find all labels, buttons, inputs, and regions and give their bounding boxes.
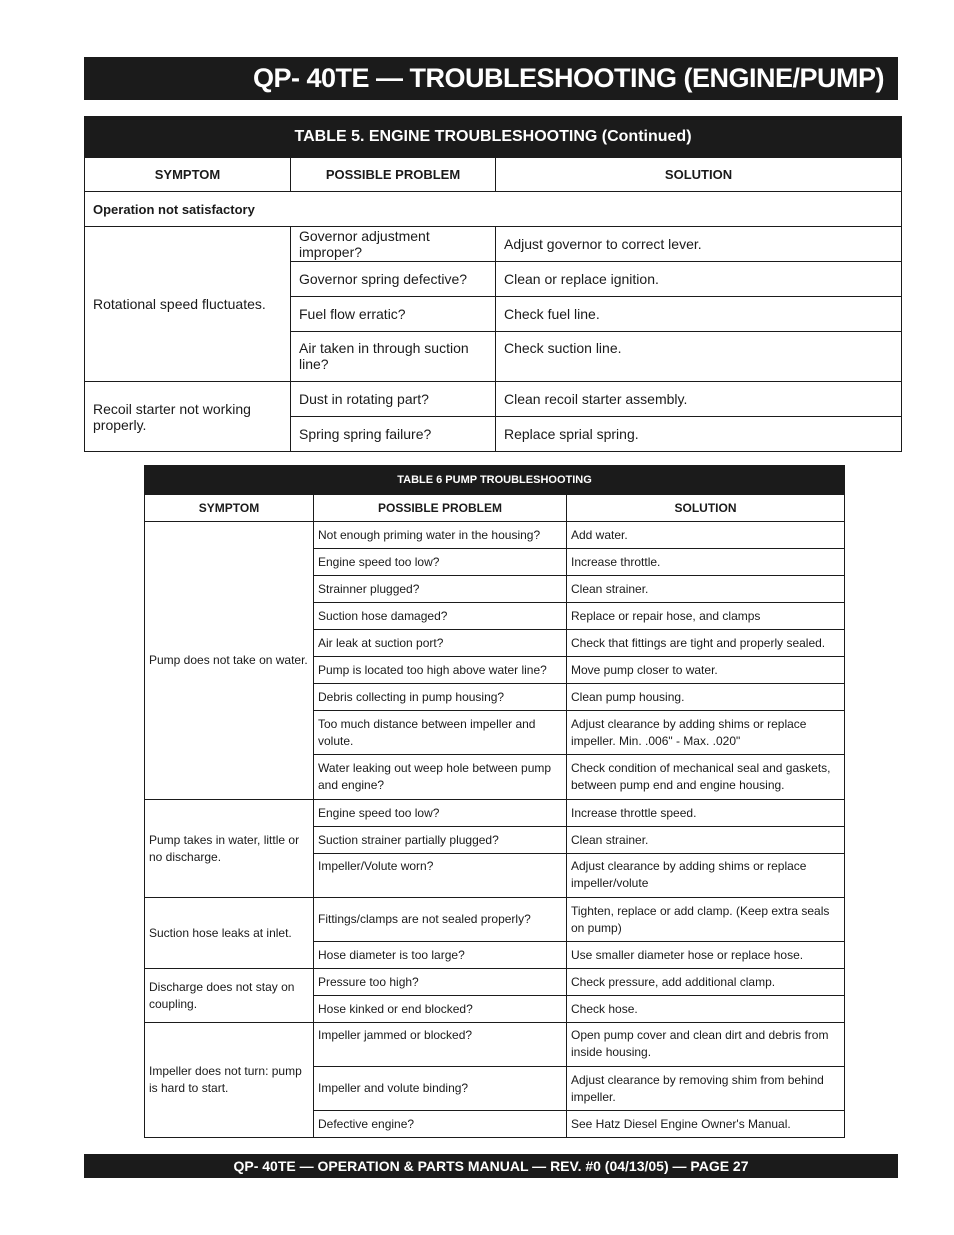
solution-cell: Increase throttle speed. xyxy=(567,800,845,827)
problem-cell: Hose kinked or end blocked? xyxy=(314,996,567,1023)
problem-cell: Water leaking out weep hole between pump and engine? xyxy=(314,755,567,800)
symptom-cell: Recoil starter not working properly. xyxy=(85,382,291,452)
solution-cell: Move pump closer to water. xyxy=(567,657,845,684)
problem-cell: Suction hose damaged? xyxy=(314,603,567,630)
problem-cell: Not enough priming water in the housing? xyxy=(314,522,567,549)
solution-cell: Check that fittings are tight and properly sealed. xyxy=(567,630,845,657)
problem-cell: Pump is located too high above water line? xyxy=(314,657,567,684)
column-header-symptom: SYMPTOM xyxy=(85,158,291,192)
problem-cell: Impeller jammed or blocked? xyxy=(314,1023,567,1067)
problem-cell: Impeller/Volute worn? xyxy=(314,854,567,898)
problem-cell: Air taken in through suction line? xyxy=(291,332,496,382)
column-header-symptom: SYMPTOM xyxy=(145,495,314,522)
problem-cell: Engine speed too low? xyxy=(314,800,567,827)
symptom-cell: Pump does not take on water. xyxy=(145,522,314,800)
problem-cell: Too much distance between impeller and volute. xyxy=(314,711,567,755)
pump-troubleshooting-table xyxy=(144,465,845,1138)
solution-cell: Tighten, replace or add clamp. (Keep extra seals on pump) xyxy=(567,898,845,942)
solution-cell: Clean recoil starter assembly. xyxy=(496,382,902,417)
symptom-cell: Pump takes in water, little or no discharge. xyxy=(145,800,314,898)
solution-cell: Check suction line. xyxy=(496,332,902,382)
problem-cell: Governor spring defective? xyxy=(291,262,496,297)
problem-cell: Fittings/clamps are not sealed properly? xyxy=(314,898,567,942)
symptom-cell: Rotational speed fluctuates. xyxy=(85,227,291,382)
problem-cell: Defective engine? xyxy=(314,1111,567,1138)
solution-cell: Check condition of mechanical seal and gaskets, between pump end and engine housing. xyxy=(567,755,845,800)
page-footer: QP- 40TE — OPERATION & PARTS MANUAL — REV. #0 (04/13/05) — PAGE 27 xyxy=(84,1154,898,1178)
solution-cell: Check pressure, add additional clamp. xyxy=(567,969,845,996)
table6-caption: TABLE 6 PUMP TROUBLESHOOTING xyxy=(145,466,845,495)
solution-cell: Increase throttle. xyxy=(567,549,845,576)
column-header-possible-problem: POSSIBLE PROBLEM xyxy=(291,158,496,192)
column-header-possible-problem: POSSIBLE PROBLEM xyxy=(314,495,567,522)
problem-cell: Dust in rotating part? xyxy=(291,382,496,417)
solution-cell: Check fuel line. xyxy=(496,297,902,332)
solution-cell: Adjust governor to correct lever. xyxy=(496,227,902,262)
solution-cell: Check hose. xyxy=(567,996,845,1023)
problem-cell: Engine speed too low? xyxy=(314,549,567,576)
problem-cell: Debris collecting in pump housing? xyxy=(314,684,567,711)
section-heading: Operation not satisfactory xyxy=(85,192,902,227)
problem-cell: Spring spring failure? xyxy=(291,417,496,452)
page-title: QP- 40TE — TROUBLESHOOTING (ENGINE/PUMP) xyxy=(84,57,898,100)
symptom-cell: Suction hose leaks at inlet. xyxy=(145,898,314,969)
solution-cell: Open pump cover and clean dirt and debris from inside housing. xyxy=(567,1023,845,1067)
problem-cell: Governor adjustment improper? xyxy=(291,227,496,262)
column-header-solution: SOLUTION xyxy=(567,495,845,522)
solution-cell: Replace or repair hose, and clamps xyxy=(567,603,845,630)
problem-cell: Suction strainer partially plugged? xyxy=(314,827,567,854)
solution-cell: Clean strainer. xyxy=(567,827,845,854)
problem-cell: Pressure too high? xyxy=(314,969,567,996)
solution-cell: Adjust clearance by adding shims or replace impeller/volute xyxy=(567,854,845,898)
problem-cell: Hose diameter is too large? xyxy=(314,942,567,969)
problem-cell: Impeller and volute binding? xyxy=(314,1067,567,1111)
symptom-cell: Impeller does not turn: pump is hard to start. xyxy=(145,1023,314,1138)
solution-cell: Adjust clearance by removing shim from behind impeller. xyxy=(567,1067,845,1111)
solution-cell: Use smaller diameter hose or replace hose. xyxy=(567,942,845,969)
solution-cell: Clean pump housing. xyxy=(567,684,845,711)
solution-cell: Adjust clearance by adding shims or replace impeller. Min. .006" - Max. .020" xyxy=(567,711,845,755)
problem-cell: Fuel flow erratic? xyxy=(291,297,496,332)
problem-cell: Air leak at suction port? xyxy=(314,630,567,657)
problem-cell: Strainner plugged? xyxy=(314,576,567,603)
symptom-cell: Discharge does not stay on coupling. xyxy=(145,969,314,1023)
solution-cell: Add water. xyxy=(567,522,845,549)
solution-cell: See Hatz Diesel Engine Owner's Manual. xyxy=(567,1111,845,1138)
table5-caption: TABLE 5. ENGINE TROUBLESHOOTING (Continued) xyxy=(85,117,902,158)
solution-cell: Clean or replace ignition. xyxy=(496,262,902,297)
column-header-solution: SOLUTION xyxy=(496,158,902,192)
engine-troubleshooting-table xyxy=(84,116,902,452)
solution-cell: Replace sprial spring. xyxy=(496,417,902,452)
solution-cell: Clean strainer. xyxy=(567,576,845,603)
